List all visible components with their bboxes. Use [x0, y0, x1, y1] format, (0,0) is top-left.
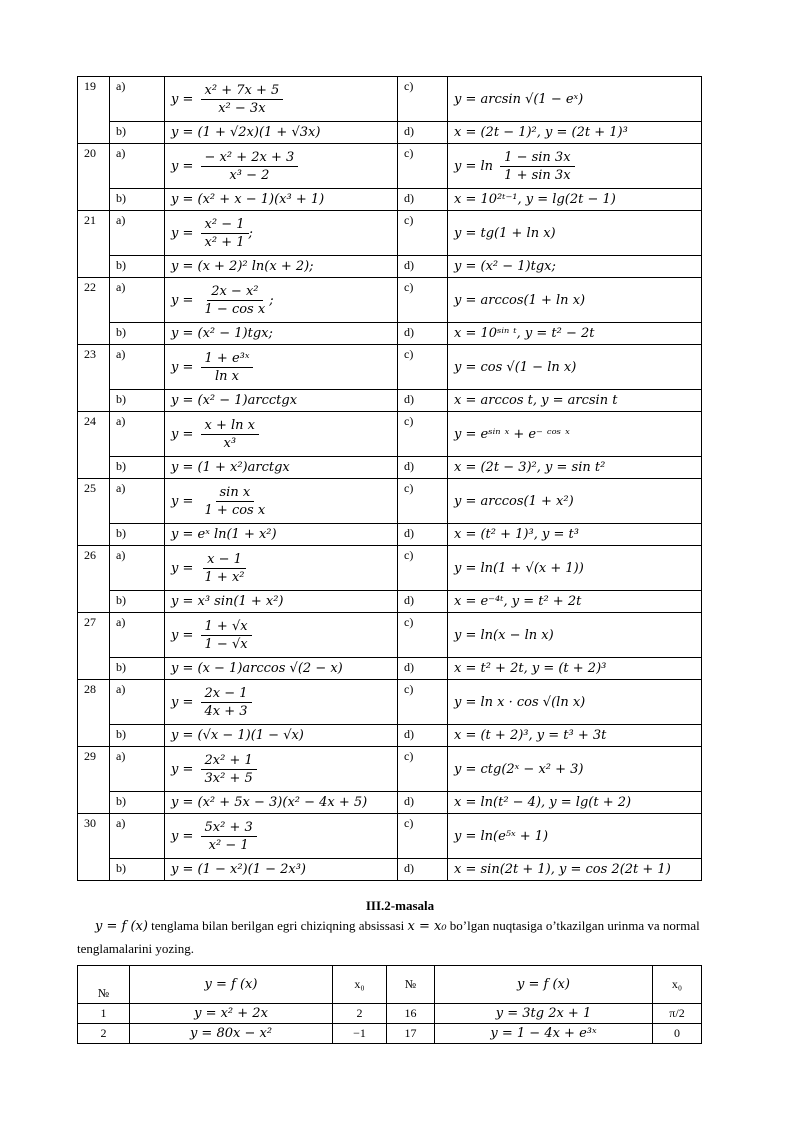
formula-cell	[448, 479, 702, 524]
formula: y = (√x − 1)(1 − √x)	[171, 728, 304, 743]
task-row-25	[78, 479, 702, 524]
formula-prefix: y =	[171, 761, 198, 777]
formula: x = 10²ᵗ⁻¹, y = lg(2t − 1)	[454, 192, 616, 207]
formula-prefix: y =	[171, 359, 198, 375]
formula-cell	[448, 412, 702, 457]
tangent-tasks-table	[77, 965, 702, 1044]
item-label: a)	[110, 77, 165, 122]
fraction	[201, 283, 270, 318]
task-number: 20	[78, 144, 110, 211]
item-label: d)	[398, 725, 448, 747]
formula: y = cos √(1 − ln x)	[454, 359, 577, 375]
header-function-2: y = f (x)	[435, 966, 653, 1004]
formula-cell	[165, 859, 398, 881]
item-label: c)	[398, 345, 448, 390]
item-label: b)	[110, 859, 165, 881]
task-row-29	[78, 747, 702, 792]
item-label: c)	[398, 211, 448, 256]
formula: y = arccos(1 + ln x)	[454, 292, 586, 308]
task-number: 30	[78, 814, 110, 881]
formula: x = (2t − 3)², y = sin t²	[454, 460, 606, 475]
item-label: c)	[398, 479, 448, 524]
formula-cell	[165, 747, 398, 792]
row-function: y = 80x − x²	[130, 1024, 333, 1044]
item-label: d)	[398, 658, 448, 680]
fraction-numerator: 5x² + 3	[201, 819, 257, 837]
task-number: 24	[78, 412, 110, 479]
formula: y = ln x · cos √(ln x)	[454, 694, 586, 710]
item-label: a)	[110, 144, 165, 189]
formula-cell	[165, 189, 398, 211]
header-x0: x₀	[333, 966, 387, 1004]
formula-prefix: y =	[171, 627, 198, 643]
fraction-denominator: x² − 1	[208, 837, 249, 853]
formula-cell	[448, 859, 702, 881]
fraction	[201, 819, 257, 854]
formula-cell	[448, 457, 702, 479]
formula-cell	[448, 613, 702, 658]
item-label: b)	[110, 323, 165, 345]
formula: y = (x² − 1)tgx;	[171, 326, 273, 341]
task-number: 29	[78, 747, 110, 814]
formula: y = arcsin √(1 − eˣ)	[454, 91, 584, 107]
formula: y = (x² − 1)tgx;	[454, 259, 556, 274]
task-row-21-b	[78, 256, 702, 278]
task-row-20	[78, 144, 702, 189]
item-label: c)	[398, 278, 448, 323]
item-label: a)	[110, 613, 165, 658]
item-label: c)	[398, 144, 448, 189]
formula: y = (x + 2)² ln(x + 2);	[171, 259, 314, 274]
formula: y = (1 + √2x)(1 + √3x)	[171, 125, 321, 140]
item-label: c)	[398, 680, 448, 725]
fraction	[500, 149, 574, 184]
header-number: №	[78, 966, 130, 1004]
item-label: d)	[398, 256, 448, 278]
formula-prefix: y =	[171, 493, 198, 509]
formula-cell	[448, 680, 702, 725]
formula-cell	[165, 77, 398, 122]
formula-cell	[165, 211, 398, 256]
task-row-23	[78, 345, 702, 390]
item-label: d)	[398, 323, 448, 345]
fraction	[201, 551, 249, 586]
task-row-24	[78, 412, 702, 457]
item-label: a)	[110, 814, 165, 859]
formula-cell	[448, 256, 702, 278]
fraction-numerator: x² − 1	[201, 216, 249, 234]
formula: x = (t² + 1)³, y = t³	[454, 527, 579, 542]
formula-cell	[448, 77, 702, 122]
formula: x = ln(t² − 4), y = lg(t + 2)	[454, 795, 632, 810]
fraction-numerator: − x² + 2x + 3	[201, 149, 299, 167]
row-x0: −1	[333, 1024, 387, 1044]
formula-cell	[165, 390, 398, 412]
formula-cell	[165, 122, 398, 144]
row-x0: 2	[333, 1004, 387, 1024]
task-row-19-b	[78, 122, 702, 144]
task-row-26	[78, 546, 702, 591]
formula-cell	[448, 524, 702, 546]
point-formula: x = x₀	[407, 919, 447, 934]
row-number-2: 17	[387, 1024, 435, 1044]
row-function: y = x² + 2x	[130, 1004, 333, 1024]
item-label: b)	[110, 725, 165, 747]
fraction	[201, 618, 252, 653]
item-label: b)	[110, 256, 165, 278]
formula-cell	[165, 479, 398, 524]
fraction	[201, 685, 252, 720]
task-row-19	[78, 77, 702, 122]
task-row-23-b	[78, 390, 702, 412]
task-row-28-b	[78, 725, 702, 747]
formula-cell	[448, 278, 702, 323]
item-label: c)	[398, 412, 448, 457]
table-row	[78, 1004, 702, 1024]
formula-cell	[165, 814, 398, 859]
row-number: 1	[78, 1004, 130, 1024]
task-row-27	[78, 613, 702, 658]
formula-cell	[448, 658, 702, 680]
formula: x = (2t − 1)², y = (2t + 1)³	[454, 125, 628, 140]
table-header-row	[78, 966, 702, 1004]
item-label: d)	[398, 524, 448, 546]
formula-cell	[448, 792, 702, 814]
item-label: b)	[110, 591, 165, 613]
formula-cell	[165, 546, 398, 591]
fraction-denominator: 1 + cos x	[204, 502, 266, 518]
formula: x = t² + 2t, y = (t + 2)³	[454, 661, 607, 676]
item-label: d)	[398, 792, 448, 814]
formula-cell	[165, 524, 398, 546]
item-label: b)	[110, 390, 165, 412]
task-number: 26	[78, 546, 110, 613]
formula-prefix: y =	[171, 91, 198, 107]
fraction	[201, 752, 257, 787]
fraction-denominator: 3x² + 5	[204, 770, 253, 786]
formula-cell	[165, 591, 398, 613]
formula-cell	[448, 122, 702, 144]
item-label: b)	[110, 658, 165, 680]
formula-prefix: y =	[171, 426, 198, 442]
fraction-denominator: ln x	[214, 368, 239, 384]
item-label: d)	[398, 390, 448, 412]
formula-prefix: y =	[171, 158, 198, 174]
formula: x = arccos t, y = arcsin t	[454, 393, 618, 408]
formula-suffix: ;	[269, 292, 274, 308]
task-number: 23	[78, 345, 110, 412]
task-row-30-b	[78, 859, 702, 881]
formula-cell	[448, 591, 702, 613]
fraction-denominator: x³ − 2	[229, 167, 270, 183]
item-label: a)	[110, 479, 165, 524]
fraction	[201, 417, 259, 452]
formula-cell	[448, 546, 702, 591]
formula: y = x³ sin(1 + x²)	[171, 594, 284, 609]
formula: y = (x² − 1)arcctgx	[171, 393, 298, 408]
item-label: d)	[398, 591, 448, 613]
formula-cell	[165, 144, 398, 189]
task-row-27-b	[78, 658, 702, 680]
task-row-20-b	[78, 189, 702, 211]
formula: x = (t + 2)³, y = t³ + 3t	[454, 728, 607, 743]
fraction-numerator: sin x	[216, 484, 255, 502]
formula-cell	[165, 278, 398, 323]
fraction-numerator: 2x² + 1	[201, 752, 257, 770]
item-label: b)	[110, 122, 165, 144]
fraction-numerator: 1 − sin 3x	[500, 149, 574, 167]
formula-cell	[165, 792, 398, 814]
fraction-denominator: 4x + 3	[204, 703, 248, 719]
row-number-2: 16	[387, 1004, 435, 1024]
derivative-tasks-table	[77, 76, 702, 881]
formula: y = ln(1 + √(x + 1))	[454, 560, 584, 576]
item-label: c)	[398, 77, 448, 122]
section-title: III.2-masala	[365, 898, 435, 913]
formula-cell	[165, 680, 398, 725]
formula: y = (x − 1)arccos √(2 − x)	[171, 661, 343, 676]
fraction-numerator: 1 + e³ˣ	[201, 350, 254, 368]
fraction	[201, 82, 284, 117]
row-number: 2	[78, 1024, 130, 1044]
fraction-denominator: 1 − √x	[204, 636, 248, 652]
task-number: 25	[78, 479, 110, 546]
task-row-29-b	[78, 792, 702, 814]
fraction-denominator: x³	[223, 435, 237, 451]
fraction-denominator: 1 + x²	[204, 569, 245, 585]
formula: y = ln(e⁵ˣ + 1)	[454, 828, 549, 844]
formula: x = e⁻⁴ᵗ, y = t² + 2t	[454, 594, 582, 609]
formula-cell	[448, 211, 702, 256]
item-label: a)	[110, 747, 165, 792]
intro-text-1: tenglama bilan berilgan egri chiziqning absissasi	[147, 918, 408, 933]
formula: y = ctg(2ˣ − x² + 3)	[454, 761, 584, 777]
formula-prefix: y =	[171, 694, 198, 710]
formula-suffix: ;	[248, 225, 253, 241]
item-label: a)	[110, 211, 165, 256]
formula: y = tg(1 + ln x)	[454, 225, 556, 241]
formula-cell	[165, 412, 398, 457]
task-row-28	[78, 680, 702, 725]
formula-prefix: y =	[171, 292, 198, 308]
formula-cell	[165, 457, 398, 479]
item-label: a)	[110, 546, 165, 591]
row-x0-2: 0	[653, 1024, 702, 1044]
formula-prefix: y =	[171, 560, 198, 576]
task-row-30	[78, 814, 702, 859]
formula-cell	[448, 725, 702, 747]
header-number-2: №	[387, 966, 435, 1004]
row-x0-2: π/2	[653, 1004, 702, 1024]
fraction	[201, 484, 270, 519]
formula-cell	[448, 189, 702, 211]
header-function: y = f (x)	[130, 966, 333, 1004]
item-label: c)	[398, 814, 448, 859]
formula-prefix: y = ln	[454, 158, 498, 174]
formula-cell	[165, 725, 398, 747]
header-x0-2: x₀	[653, 966, 702, 1004]
formula-cell	[448, 747, 702, 792]
item-label: d)	[398, 122, 448, 144]
item-label: d)	[398, 189, 448, 211]
item-label: a)	[110, 680, 165, 725]
fraction-denominator: x² − 3x	[218, 100, 266, 116]
formula: y = eˢⁱⁿ ˣ + e⁻ ᶜᵒˢ ˣ	[454, 426, 570, 442]
item-label: a)	[110, 278, 165, 323]
task-description	[77, 915, 727, 960]
fraction-numerator: 2x − x²	[207, 283, 262, 301]
fraction-numerator: 1 + √x	[201, 618, 252, 636]
item-label: b)	[110, 792, 165, 814]
formula-cell	[448, 390, 702, 412]
fraction-denominator: 1 − cos x	[204, 301, 266, 317]
item-label: a)	[110, 412, 165, 457]
formula-cell	[165, 256, 398, 278]
formula-cell	[448, 144, 702, 189]
task-number: 27	[78, 613, 110, 680]
item-label: c)	[398, 613, 448, 658]
row-function-2: y = 3tg 2x + 1	[435, 1004, 653, 1024]
fraction	[201, 216, 249, 251]
fraction	[201, 350, 254, 385]
item-label: c)	[398, 747, 448, 792]
task-row-22	[78, 278, 702, 323]
fraction-numerator: x + ln x	[201, 417, 259, 435]
task-number: 22	[78, 278, 110, 345]
task-number: 19	[78, 77, 110, 144]
formula: y = (1 − x²)(1 − 2x³)	[171, 862, 307, 877]
fraction-numerator: x − 1	[203, 551, 246, 569]
row-function-2: y = 1 − 4x + e³ˣ	[435, 1024, 653, 1044]
task-row-24-b	[78, 457, 702, 479]
item-label: d)	[398, 859, 448, 881]
task-row-26-b	[78, 591, 702, 613]
formula-cell	[165, 658, 398, 680]
formula: x = sin(2t + 1), y = cos 2(2t + 1)	[454, 862, 671, 877]
formula-cell	[165, 345, 398, 390]
formula-cell	[165, 613, 398, 658]
task-number: 28	[78, 680, 110, 747]
fraction-denominator: x² + 1	[204, 234, 245, 250]
fraction-denominator: 1 + sin 3x	[504, 167, 571, 183]
item-label: c)	[398, 546, 448, 591]
task-row-22-b	[78, 323, 702, 345]
fraction-numerator: x² + 7x + 5	[201, 82, 284, 100]
table-row	[78, 1024, 702, 1044]
fraction	[201, 149, 299, 184]
item-label: a)	[110, 345, 165, 390]
intro-text-2: bo’lgan nuqtasiga o’tkazilgan urinma va normal tenglamalarini yozing.	[77, 918, 700, 956]
item-label: b)	[110, 524, 165, 546]
fraction-numerator: 2x − 1	[201, 685, 252, 703]
formula: y = ln(x − ln x)	[454, 627, 554, 643]
function-formula: y = f (x)	[95, 919, 148, 934]
formula-cell	[165, 323, 398, 345]
item-label: b)	[110, 189, 165, 211]
formula: x = 10ˢⁱⁿ ᵗ, y = t² − 2t	[454, 326, 595, 341]
formula-cell	[448, 814, 702, 859]
formula: y = (1 + x²)arctgx	[171, 460, 290, 475]
item-label: b)	[110, 457, 165, 479]
task-number: 21	[78, 211, 110, 278]
task-row-21	[78, 211, 702, 256]
formula: y = (x² + 5x − 3)(x² − 4x + 5)	[171, 795, 368, 810]
item-label: d)	[398, 457, 448, 479]
task-row-25-b	[78, 524, 702, 546]
formula-cell	[448, 345, 702, 390]
formula-prefix: y =	[171, 225, 198, 241]
formula: y = (x² + x − 1)(x³ + 1)	[171, 192, 325, 207]
formula-prefix: y =	[171, 828, 198, 844]
formula: y = eˣ ln(1 + x²)	[171, 527, 277, 542]
formula-cell	[448, 323, 702, 345]
formula: y = arccos(1 + x²)	[454, 493, 574, 509]
